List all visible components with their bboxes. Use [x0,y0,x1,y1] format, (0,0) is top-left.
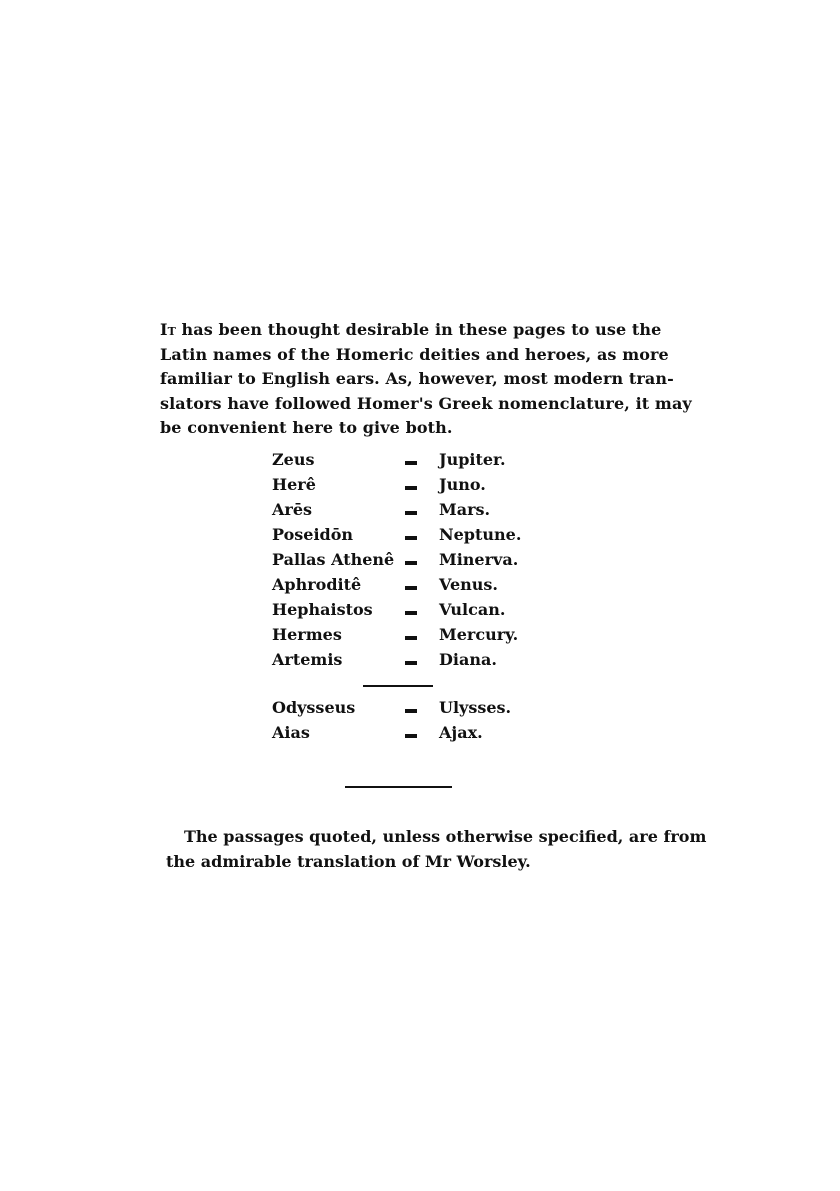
intro-line-5: be convenient here to give both. [160,418,453,437]
latin-name: Vulcan. [439,600,506,619]
equals-sign [405,650,417,669]
table-row [272,625,532,650]
table-row [272,475,532,500]
table-row [272,525,532,550]
latin-name: Mars. [439,500,491,519]
translation-note [166,824,707,874]
equals-sign [405,723,417,742]
table-row [272,450,532,475]
equals-sign [405,625,417,644]
heroes-table [272,698,532,748]
table-row [272,698,532,723]
section-divider [363,685,433,687]
equals-sign [405,575,417,594]
equals-sign [405,600,417,619]
latin-name: Minerva. [439,550,519,569]
equals-sign [405,500,417,519]
intro-paragraph [160,318,692,441]
intro-line-4: slators have followed Homer's Greek nomenclature, it may [160,393,692,413]
greek-name: Artemis [272,650,343,669]
deities-table [272,450,532,675]
greek-name: Arēs [272,500,313,519]
greek-name: Hephaistos [272,600,373,619]
intro-line-1 [160,318,662,343]
latin-name: Ulysses. [439,698,512,717]
intro-line-3: familiar to English ears. As, however, most modern tran- [160,369,674,388]
intro-drop-word: It [160,320,176,339]
table-row [272,500,532,525]
latin-name: Neptune. [439,525,522,544]
equals-sign [405,450,417,469]
table-row [272,723,532,748]
equals-sign [405,525,417,544]
greek-name: Herê [272,475,316,494]
note-line-2: the admirable translation of Mr Worsley. [166,852,531,871]
latin-name: Juno. [439,475,486,494]
greek-name: Odysseus [272,698,356,717]
greek-name: Poseidōn [272,525,354,544]
equals-sign [405,475,417,494]
intro-line-2: Latin names of the Homeric deities and heroes, as more [160,344,669,364]
greek-name: Hermes [272,625,342,644]
page-divider [345,786,452,788]
greek-name: Aias [272,723,310,742]
latin-name: Jupiter. [439,450,506,469]
equals-sign [405,698,417,717]
greek-name: Pallas Athenê [272,550,395,569]
greek-name: Zeus [272,450,315,469]
latin-name: Venus. [439,575,498,594]
latin-name: Diana. [439,650,497,669]
latin-name: Mercury. [439,625,519,644]
latin-name: Ajax. [439,723,483,742]
greek-name: Aphroditê [272,575,362,594]
table-row [272,550,532,575]
equals-sign [405,550,417,569]
intro-line-1-text: has been thought desirable in these pages to use the [181,320,662,339]
table-row [272,650,532,675]
note-line-1: The passages quoted, unless otherwise specified, are from [184,827,707,846]
table-row [272,575,532,600]
table-row [272,600,532,625]
